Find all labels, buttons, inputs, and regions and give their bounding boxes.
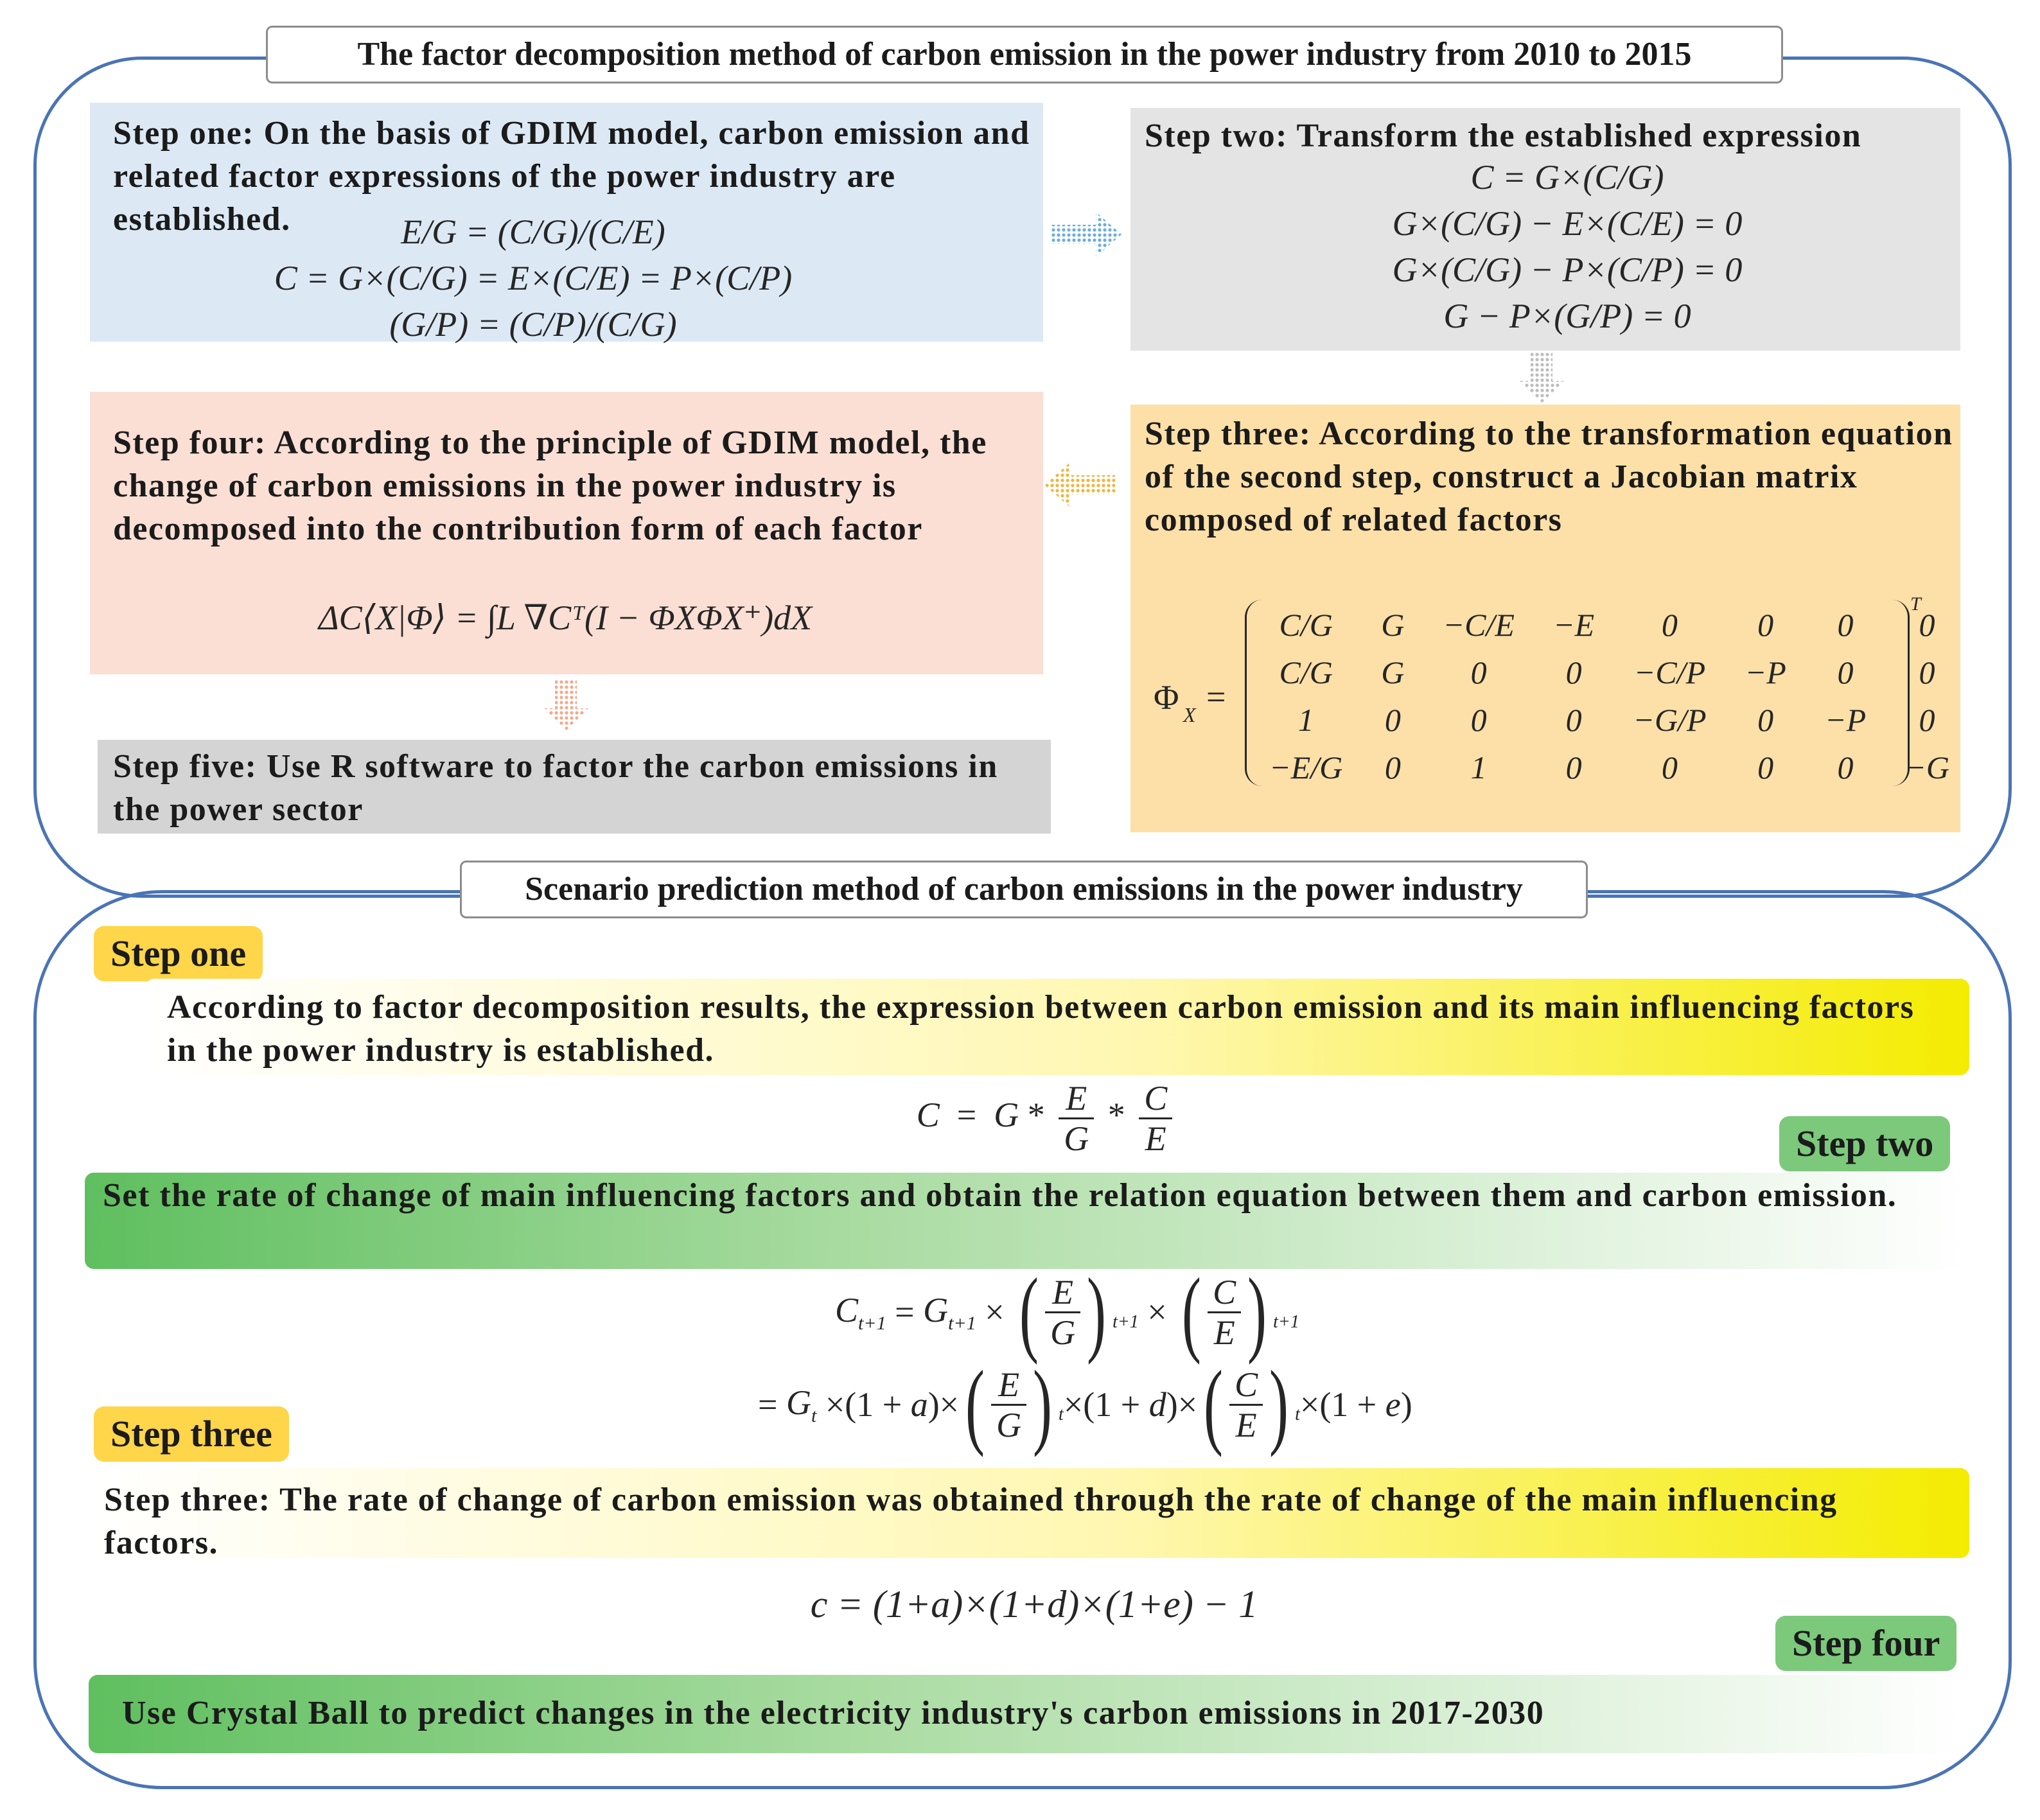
matrix-cell: 1 — [1470, 749, 1487, 785]
eq2-frac: $\frac{C}{E}$ — [1208, 1273, 1241, 1352]
eq3-op: )× — [1166, 1385, 1198, 1424]
eq2-op: = — [895, 1293, 915, 1331]
step-two-eq-4: G − P×(G/P) = 0 — [1443, 297, 1691, 335]
step-three-text: Step three: According to the transformation equation of the second step, construct a Jacobian matrix composed of related factors — [1145, 416, 1953, 538]
step-two-eq-3: G×(C/G) − P×(C/P) = 0 — [1392, 250, 1743, 289]
matrix-table — [1250, 601, 1969, 791]
eq2-term: $C_{t+1}$ — [835, 1290, 886, 1334]
step-two-text: Step two: Transform the established expression — [1145, 118, 1862, 154]
eq1-op: * — [1107, 1095, 1125, 1134]
step-four-label: Step four — [1775, 1616, 1956, 1671]
eq1-frac: $\frac{C}{E}$ — [1139, 1079, 1172, 1158]
eq2-term: $G_{t+1}$ — [923, 1290, 976, 1334]
matrix-cell: 0 — [1470, 702, 1487, 738]
eq3-op: )× — [928, 1385, 960, 1424]
matrix-cell: 0 — [1661, 749, 1678, 785]
step-two-eq-1: C = G×(C/G) — [1470, 158, 1664, 197]
eq2-paren: ) — [1087, 1259, 1107, 1365]
step-five-text: Step five: Use R software to factor the carbon emissions in the power sector — [113, 748, 998, 828]
step-four-text: Step four: According to the principle of GDIM model, the change of carbon emissions in the power industry is decomposed into the contribution form of each factor — [113, 424, 987, 547]
step-two-label: Step two — [1779, 1116, 1950, 1171]
matrix-cell: C/G — [1279, 654, 1333, 690]
arrow-right-icon — [1051, 212, 1121, 257]
eq1-frac: $\frac{E}{G}$ — [1059, 1079, 1094, 1158]
matrix-cell: 0 — [1565, 702, 1582, 738]
matrix-subscript: X — [1183, 703, 1196, 726]
eq3-paren: ) — [1269, 1351, 1289, 1458]
matrix-cell: 0 — [1565, 749, 1582, 785]
eq3-op: ×(1 + — [1063, 1385, 1141, 1424]
matrix-row — [1250, 696, 1969, 744]
step-three-box — [1130, 405, 1960, 832]
matrix-cell: 0 — [1565, 654, 1582, 690]
step-four-desc: Use Crystal Ball to predict changes in the electricity industry's carbon emissions in 2017-2030 — [122, 1695, 1545, 1731]
matrix-symbol: Φ — [1154, 678, 1179, 717]
bottom-section-title: Scenario prediction method of carbon emissions in the power industry — [460, 861, 1588, 918]
matrix-cell: 0 — [1384, 702, 1401, 738]
matrix-bracket-right — [1892, 600, 1910, 786]
matrix-cell: 0 — [1757, 749, 1774, 785]
eq3-op: ×(1 + — [1299, 1385, 1377, 1424]
eq3-op: ×(1 + — [825, 1385, 902, 1424]
step-five-box — [98, 740, 1051, 834]
matrix-cell: 0 — [1661, 607, 1678, 643]
matrix-cell: 0 — [1919, 702, 1935, 738]
matrix-cell: 0 — [1757, 607, 1774, 643]
step-four-box — [90, 392, 1043, 674]
matrix-cell: −C/P — [1633, 654, 1706, 690]
matrix-row — [1250, 744, 1969, 791]
arrow-down-icon — [543, 679, 588, 731]
eq3-paren: ( — [1204, 1351, 1224, 1458]
matrix-cell: 1 — [1297, 702, 1314, 738]
eq3-term: d — [1148, 1385, 1166, 1424]
matrix-row — [1250, 649, 1969, 696]
step-one-desc: According to factor decomposition results, the expression between carbon emission and its main influencing factors in the power industry is established. — [167, 989, 1915, 1069]
step-one-eq-1: E/G = (C/G)/(C/E) — [401, 213, 665, 251]
eq3-term: $G_t$ — [786, 1383, 817, 1426]
eq1-term: C — [916, 1095, 940, 1134]
step-one-text: Step one: On the basis of GDIM model, carbon emission and related factor expressions of the power industry are established. — [113, 115, 1030, 238]
eq3-sub: t — [1059, 1404, 1064, 1425]
eq2-op: × — [985, 1293, 1005, 1331]
arrow-left-icon — [1044, 462, 1115, 507]
matrix-cell: 0 — [1757, 702, 1774, 738]
matrix-cell: 0 — [1837, 607, 1854, 643]
step-four-equation: ΔC⟨X|Φ⟩ = ∫L ∇Cᵀ(I − ΦXΦX⁺)dX — [318, 599, 813, 637]
step-one-eq-2: C = G×(C/G) = E×(C/E) = P×(C/P) — [274, 259, 793, 297]
eq2-sub: t+1 — [1273, 1312, 1299, 1333]
eq3-op: = — [758, 1385, 778, 1424]
eq2-op: × — [1147, 1293, 1167, 1331]
matrix-row — [1250, 601, 1969, 649]
eq3-paren: ( — [965, 1351, 985, 1458]
scenario-equation-2 — [835, 1259, 1299, 1365]
matrix-cell: −C/E — [1443, 607, 1515, 643]
eq1-term: G — [994, 1095, 1019, 1134]
eq3-op: ) — [1400, 1385, 1412, 1424]
scenario-equation-3 — [758, 1351, 1452, 1458]
eq2-paren: ( — [1182, 1259, 1202, 1365]
eq1-op: * — [1027, 1095, 1045, 1134]
eq3-frac: $\frac{C}{E}$ — [1229, 1365, 1263, 1444]
eq2-sub: t+1 — [1112, 1312, 1139, 1333]
matrix-cell: −E/G — [1269, 749, 1343, 785]
eq2-paren: ( — [1019, 1259, 1039, 1365]
matrix-cell: C/G — [1279, 607, 1333, 643]
eq2-frac: $\frac{E}{G}$ — [1045, 1273, 1080, 1352]
matrix-cell: −P — [1824, 702, 1867, 738]
step-three-desc: Step three: The rate of change of carbon emission was obtained through the rate of change of the main influencing factors. — [104, 1482, 1838, 1561]
matrix-cell: −G — [1904, 749, 1949, 785]
eq3-frac: $\frac{E}{G}$ — [991, 1365, 1026, 1444]
matrix-cell: 0 — [1384, 749, 1401, 785]
scenario-equation-4: c = (1+a)×(1+d)×(1+e) − 1 — [810, 1583, 1258, 1625]
eq3-term: a — [910, 1385, 928, 1424]
matrix-cell: 0 — [1470, 654, 1487, 690]
step-three-label: Step three — [94, 1406, 289, 1462]
matrix-cell: 0 — [1837, 654, 1854, 690]
step-one-eq-3: (G/P) = (C/P)/(C/G) — [389, 305, 677, 344]
matrix-cell: 0 — [1919, 654, 1935, 690]
arrow-down-icon — [1519, 352, 1564, 403]
matrix-cell: G — [1381, 654, 1405, 690]
eq3-term: e — [1385, 1385, 1401, 1424]
eq2-paren: ) — [1247, 1259, 1267, 1365]
step-two-eq-2: G×(C/G) − E×(C/E) = 0 — [1392, 204, 1743, 243]
matrix-cell: 0 — [1919, 607, 1935, 643]
step-two-equations — [1285, 154, 1850, 339]
matrix-cell: 0 — [1837, 749, 1854, 785]
matrix-cell: −G/P — [1633, 702, 1707, 738]
matrix-cell: −E — [1552, 607, 1595, 643]
eq3-sub: t — [1295, 1404, 1300, 1425]
step-one-label: Step one — [94, 926, 263, 981]
eq1-op: = — [948, 1095, 985, 1134]
eq3-paren: ) — [1033, 1351, 1053, 1458]
matrix-cell: G — [1381, 607, 1405, 643]
scenario-equation-1 — [899, 1079, 1195, 1158]
matrix-equals: = — [1206, 678, 1226, 716]
matrix-superscript: T — [1910, 593, 1921, 615]
step-one-equations — [270, 209, 796, 347]
top-section-title: The factor decomposition method of carbon emission in the power industry from 2010 to 2015 — [266, 26, 1783, 83]
matrix-cell: −P — [1745, 654, 1786, 690]
step-two-desc: Set the rate of change of main influencing factors and obtain the relation equation between them and carbon emission. — [103, 1177, 1897, 1214]
